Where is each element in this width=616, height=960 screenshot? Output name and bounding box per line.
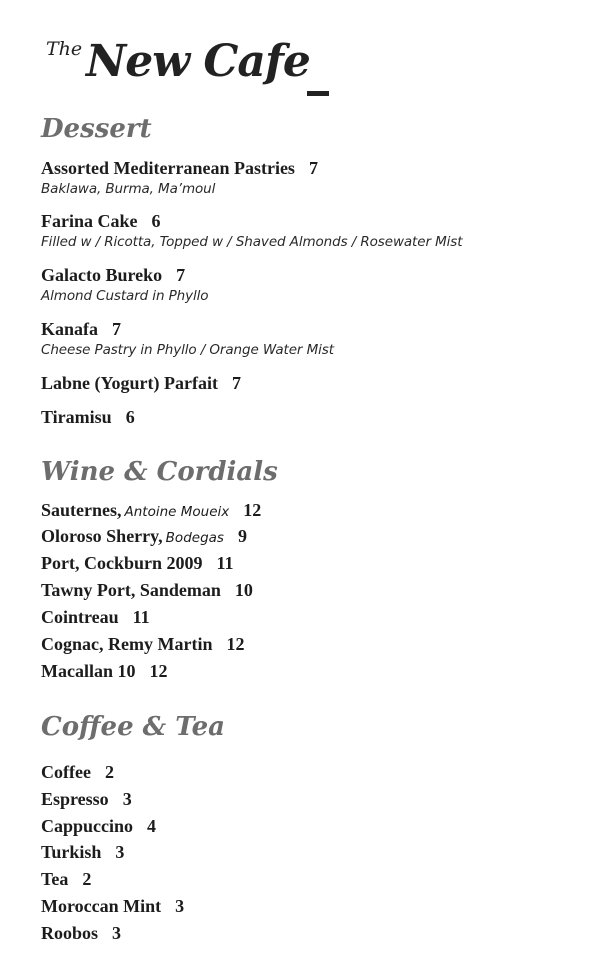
section-title-coffee: Coffee & Tea	[41, 712, 225, 742]
item-price: 9	[237, 526, 247, 546]
item-price: 3	[112, 923, 122, 943]
menu-item	[41, 157, 318, 198]
item-description: Cheese Pastry in Phyllo / Orange Water Mist	[41, 342, 334, 358]
item-name: Cognac, Remy Martin	[41, 634, 213, 654]
item-name: Moroccan Mint	[41, 896, 162, 916]
item-price: 4	[147, 816, 157, 836]
item-price: 3	[175, 896, 185, 916]
menu-item	[41, 841, 124, 863]
menu-item	[41, 499, 261, 523]
cafe-logo	[46, 34, 346, 98]
item-name: Sauternes,	[41, 500, 122, 520]
logo-name: New Cafe	[86, 36, 310, 87]
item-price: 10	[234, 580, 253, 600]
item-name: Roobos	[41, 923, 99, 943]
item-name: Oloroso Sherry,	[41, 526, 163, 546]
section-title-dessert: Dessert	[41, 114, 152, 144]
item-price: 12	[149, 661, 168, 681]
menu-item	[41, 372, 241, 394]
item-name: Port, Cockburn 2009	[41, 553, 203, 573]
menu-item	[41, 579, 253, 601]
item-price: 2	[82, 869, 92, 889]
item-name: Cointreau	[41, 607, 119, 627]
item-name: Cappuccino	[41, 816, 134, 836]
item-name: Kanafa	[41, 319, 99, 339]
menu-item	[41, 633, 244, 655]
logo-underline-mark	[307, 91, 329, 96]
item-price: 7	[231, 373, 241, 393]
logo-the: The	[46, 38, 83, 60]
item-name: Coffee	[41, 762, 91, 782]
item-name: Labne (Yogurt) Parfait	[41, 373, 218, 393]
menu-item	[41, 868, 91, 890]
item-name: Assorted Mediterranean Pastries	[41, 158, 295, 178]
item-price: 3	[122, 789, 132, 809]
item-price: 11	[216, 553, 234, 573]
item-name: Tawny Port, Sandeman	[41, 580, 221, 600]
item-price: 11	[132, 607, 150, 627]
item-price: 12	[243, 500, 262, 520]
menu-item	[41, 761, 114, 783]
item-name: Galacto Bureko	[41, 265, 163, 285]
item-price: 7	[308, 158, 318, 178]
item-price: 2	[104, 762, 114, 782]
menu-item	[41, 406, 135, 428]
item-producer: Antoine Moueix	[124, 504, 230, 520]
item-description: Baklawa, Burma, Ma’moul	[41, 181, 216, 197]
menu-item	[41, 922, 121, 944]
item-name: Tea	[41, 869, 69, 889]
section-title-wine: Wine & Cordials	[41, 457, 278, 487]
item-name: Espresso	[41, 789, 109, 809]
menu-item	[41, 895, 184, 917]
item-name: Macallan 10	[41, 661, 136, 681]
menu-item	[41, 660, 168, 682]
item-description: Filled w / Ricotta, Topped w / Shaved Almonds / Rosewater Mist	[41, 234, 463, 250]
item-name: Tiramisu	[41, 407, 112, 427]
menu-item	[41, 552, 234, 574]
menu-item	[41, 815, 156, 837]
item-name: Turkish	[41, 842, 102, 862]
item-price: 7	[176, 265, 186, 285]
item-price: 7	[112, 319, 122, 339]
menu-item	[41, 318, 334, 359]
item-name: Farina Cake	[41, 211, 138, 231]
item-price: 6	[125, 407, 135, 427]
menu-item	[41, 525, 247, 549]
item-price: 12	[226, 634, 245, 654]
item-producer: Bodegas	[165, 530, 224, 546]
menu-item	[41, 264, 208, 305]
menu-item	[41, 606, 150, 628]
menu-item	[41, 788, 132, 810]
item-price: 3	[115, 842, 125, 862]
item-price: 6	[151, 211, 161, 231]
item-description: Almond Custard in Phyllo	[41, 288, 209, 304]
menu-item	[41, 210, 462, 251]
